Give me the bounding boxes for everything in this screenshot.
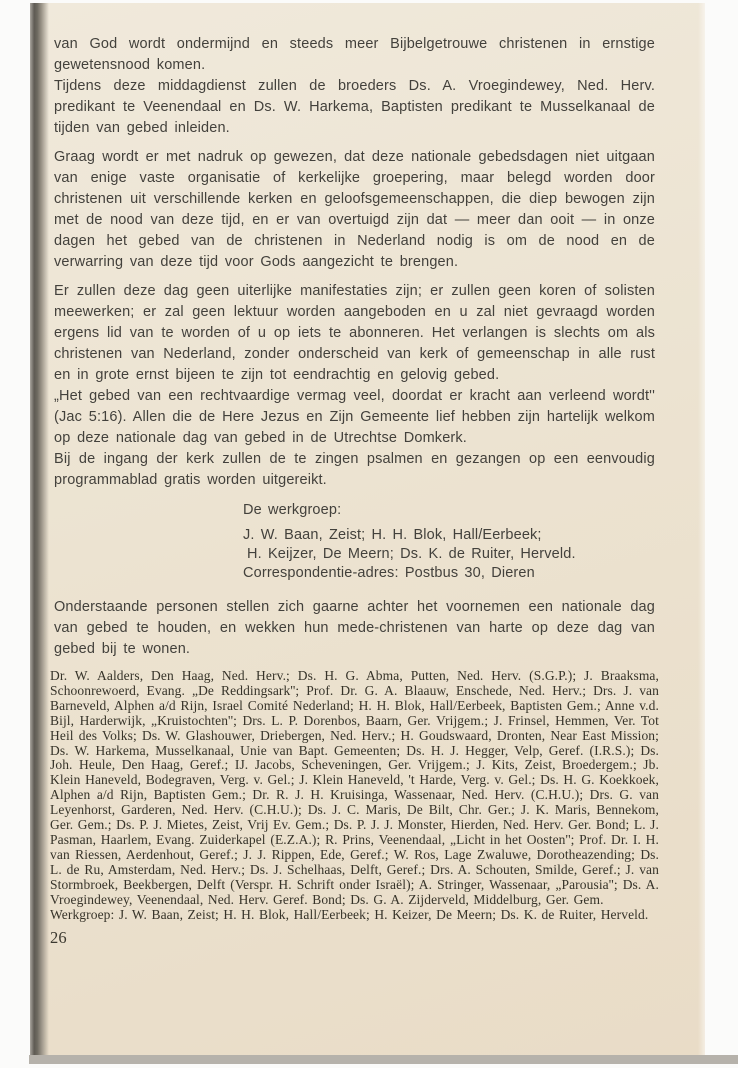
werkgroep-correspondence-address: Correspondentie-adres: Postbus 30, Dieren xyxy=(243,565,535,581)
paragraph-het-gebed: „Het gebed van een rechtvaardige vermag veel, doordat er kracht aan verleend wordt'' (Jac 5:16). Allen die de Here Jezus en Zijn Gemeente lief hebben zijn hartelijk welkom op deze nationale dag van gebed in de Utrechtse Domkerk. xyxy=(54,388,655,446)
werkgroep-footer: Werkgroep: J. W. Baan, Zeist; H. H. Blok, Hall/Eerbeek; H. Keizer, De Meern; Ds. K. de Ruiter, Herveld. xyxy=(50,906,649,922)
werkgroep-block xyxy=(243,501,655,583)
werkgroep-heading: De werkgroep: xyxy=(243,502,342,518)
page-number: 26 xyxy=(50,928,67,948)
page-spine-shadow xyxy=(30,3,49,1057)
paragraph-bij-de-ingang: Bij de ingang der kerk zullen de te zingen psalmen en gezangen op een eenvoudig programmablad gratis worden uitgereikt. xyxy=(54,451,655,488)
paragraph-er-zullen: Er zullen deze dag geen uiterlijke manifestaties zijn; er zullen geen koren of solisten meewerken; er zal geen lektuur worden aangeboden en u zal niet gevraagd worden ergens lid van te worden of u op iets te abonneren. Het verlangen is slechts om als christenen van Nederland, zonder onderscheid van kerk of gemeenschap in alle rust en in grote ernst bijeen te zijn tot eendrachtig en gelovig gebed. xyxy=(54,283,655,383)
werkgroep-members-line2: H. Keijzer, De Meern; Ds. K. de Ruiter, Herveld. xyxy=(247,546,576,562)
page-content xyxy=(50,34,659,948)
signatories-text: Dr. W. Aalders, Den Haag, Ned. Herv.; Ds. H. G. Abma, Putten, Ned. Herv. (S.G.P.); J. Braaksma, Schoonrewoerd, Evang. „De Reddingsark''; Prof. Dr. G. A. Blaauw, Enschede, Ned. Herv.; Drs. J. van Barneveld, Alphen a/d Rijn, Israel Comité Nederland; H. H. Blok, Hall/Eerbeek, Baptisten Gem.; Anne v.d. Bijl, Harderwijk, „Kruistochten''; Drs. L. P. Dorenbos, Baarn, Ger. Vrijgem.; J. Frinsel, Hemmen, Ver. Tot Heil des Volks; Ds. W. Glashouwer, Driebergen, Ned. Herv.; H. Goudswaard, Dronten, Near East Mission; Ds. W. Harkema, Musselkanaal, Unie van Bapt. Gemeenten; Ds. H. J. Hegger, Velp, Geref. (I.R.S.); Ds. Joh. Heule, Den Haag, Geref.; IJ. Jacobs, Scheveningen, Ger. Vrijgem.; J. Kits, Zeist, Broedergem.; Jb. Klein Haneveld, Bodegraven, Verg. v. Gel.; J. Klein Haneveld, 't Harde, Verg. v. Gel.; Ds. H. G. Koekkoek, Alphen a/d Rijn, Baptisten Gem.; Dr. R. J. H. Kruisinga, Wassenaar, Ned. Herv. (C.H.U.); Drs. G. van Leyenhorst, Garderen, Ned. Herv. (C.H.U.); Ds. J. C. Maris, De Bilt, Chr. Ger.; J. K. Maris, Bennekom, Ger. Gem.; Ds. P. J. Mietes, Zeist, Vrij Ev. Gem.; Ds. P. J. J. Monster, Hierden, Ned. Herv. Ger. Bond; L. J. Pasman, Haarlem, Evang. Zuiderkapel (E.Z.A.); R. Prins, Veenendaal, „Licht in het Oosten''; Prof. Dr. I. H. van Riessen, Aerdenhout, Geref.; J. J. Rippen, Ede, Geref.; W. Ros, Lage Zwaluwe, Dorotheazending; Ds. L. de Ru, Amsterdam, Ned. Herv.; Ds. J. Schelhaas, Delft, Geref.; Drs. A. Schouten, Smilde, Geref.; J. van Stormbroek, Beekbergen, Delft (Verspr. H. Schrift onder Israël); A. Stringer, Wassenaar, „Parousia''; Ds. A. Vroegindewey, Veenendaal, Ned. Herv. Geref. Bond; Ds. G. A. Zijderveld, Middelburg, Ger. Gem. xyxy=(50,668,659,907)
paragraph-onderstaande: Onderstaande personen stellen zich gaarne achter het voornemen een nationale dag van gebed te houden, en wekken hun mede-christenen van harte op deze dag van gebed bij te wonen. xyxy=(54,599,655,657)
page-bottom-shadow xyxy=(29,1055,738,1064)
paragraph-tijdens: Tijdens deze middagdienst zullen de broeders Ds. A. Vroegindewey, Ned. Herv. predikant te Veenendaal en Ds. W. Harkema, Baptisten predikant te Musselkanaal de tijden van gebed inleiden. xyxy=(54,78,655,136)
paragraph-van-god: van God wordt ondermijnd en steeds meer Bijbelgetrouwe christenen in ernstige gewetensnood komen. xyxy=(54,36,655,73)
werkgroep-members-line1: J. W. Baan, Zeist; H. H. Blok, Hall/Eerbeek; xyxy=(243,527,542,543)
book-page xyxy=(33,3,705,1057)
paragraph-graag: Graag wordt er met nadruk op gewezen, dat deze nationale gebedsdagen niet uitgaan van enige vaste organisatie of kerkelijke groepering, maar belegd worden door christenen uit verschillende kerken en geloofsgemeenschappen, die diep bewogen zijn met de nood van deze tijd, en er van overtuigd zijn dat — meer dan ooit — in onze dagen het gebed van de christenen in Nederland nodig is om de nood en de verwarring van deze tijd voor Gods aangezicht te brengen. xyxy=(54,149,655,270)
signatories-list xyxy=(50,669,659,922)
